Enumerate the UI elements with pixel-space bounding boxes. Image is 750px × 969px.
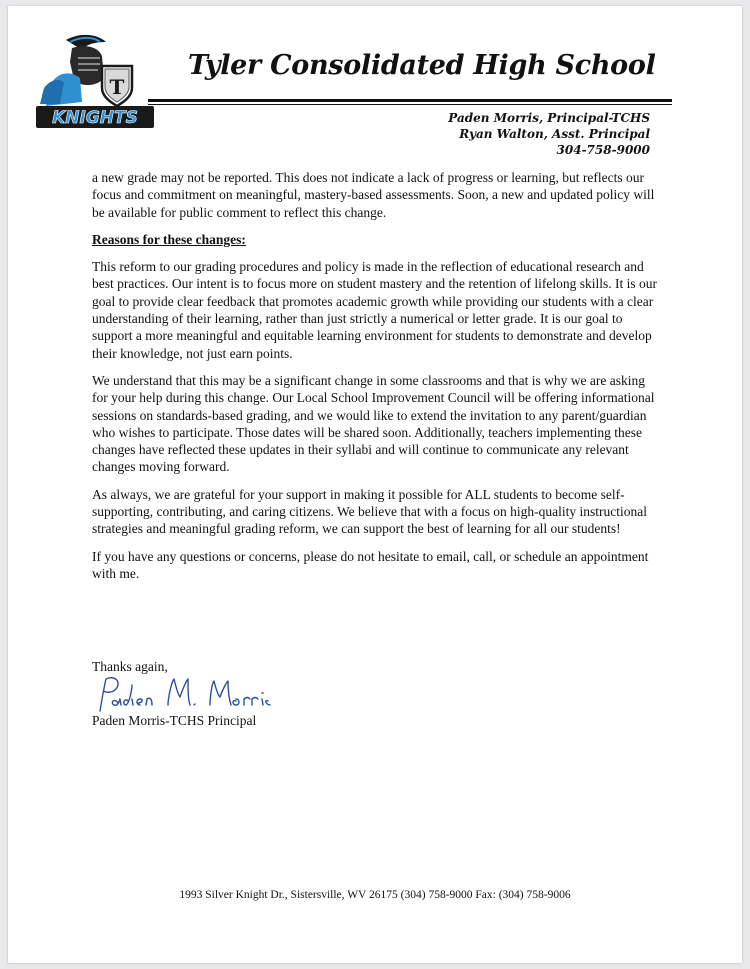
closing-line: Thanks again, [92,659,168,674]
footer-address: 1993 Silver Knight Dr., Sistersville, WV 26175 (304) 758-9000 Fax: (304) 758-9006 [179,889,571,901]
school-name: Tyler Consolidated High School [188,50,656,81]
header-rule [148,99,672,102]
section-heading: Reasons for these changes: [92,231,246,247]
assistant-principal-line: Ryan Walton, Asst. Principal [459,127,650,141]
knights-logo [36,32,154,132]
shield-letter: T [109,75,125,99]
paragraph: We understand that this may be a significant change in some classrooms and that is why we are asking for your help during this change. Our Local School Improvement Council will be offering informational sessions on standards-based grading, and we would like to extend the invitation to any parent/guardian who wishes to participate. Those dates will be shared soon. Additionally, teachers implementing these changes have reflected these updates in their syllabi and will continue to communicate any relevant changes moving forward. [92,372,655,475]
paragraph: As always, we are grateful for your support in making it possible for ALL students to become self-supporting, contributing, and caring citizens. We believe that with a focus on high-quality instructional strategies and meaningful grading reform, we can support the best of learning for all our students! [92,486,648,537]
letter-page [8,6,742,963]
paragraph: If you have any questions or concerns, please do not hesitate to email, call, or schedule an appointment with me. [92,548,649,581]
header-rule-thin [148,104,672,105]
signature [92,673,272,717]
phone-line: 304-758-9000 [556,143,650,157]
staff-block [448,110,650,158]
paragraph: a new grade may not be reported. This does not indicate a lack of progress or learning, but reflects our focus and commitment on meaningful, mastery-based assessments. Soon, a new and updated policy will be available for public comment to reflect this change. [92,170,655,220]
paragraph: This reform to our grading procedures and policy is made in the reflection of educational research and best practices. Our intent is to focus more on student mastery and the retention of lifelong skills. It is our goal to provide clear feedback that promotes academic growth while providing our students with a clear understanding of their learning, rather than just strictly a numerical or letter grade. It is our goal to support a more meaningful and equitable learning environment for students to demonstrate and develop their knowledge, not just earn points. [92,259,658,361]
letter-body [92,169,664,592]
signer-name: Paden Morris-TCHS Principal [92,713,257,728]
logo-wordmark: KNIGHTS [52,108,138,128]
principal-line: Paden Morris, Principal-TCHS [448,111,650,125]
